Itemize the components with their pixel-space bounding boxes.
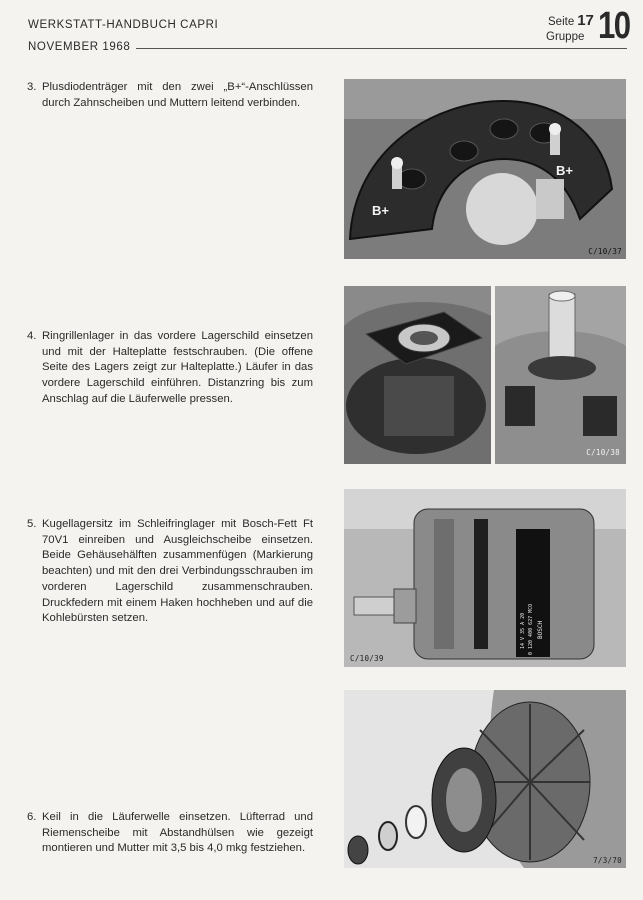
figure-rotor-shaft xyxy=(495,286,626,464)
step-4 xyxy=(27,329,313,408)
step-number: 3. xyxy=(27,81,37,93)
figure-pulley-assembly xyxy=(344,690,626,868)
step-text: Keil in die Läuferwelle einsetzen. Lüfterrad und Riemenscheibe mit Abstandhülsen wie gezeigt montieren und Mutter mit 3,5 bis 4,0 mkg festziehen. xyxy=(42,811,313,855)
plate-rating: 14 V 35 A 20 xyxy=(520,612,526,649)
step-number: 6. xyxy=(27,811,37,823)
alternator-photo xyxy=(344,489,626,667)
pulley-assembly-photo xyxy=(344,690,626,868)
group-number: 10 xyxy=(598,5,630,47)
page-value: 17 xyxy=(577,12,594,29)
manual-title: WERKSTATT-HANDBUCH CAPRI xyxy=(28,19,219,31)
bearing-plate-photo xyxy=(344,286,491,464)
page-number xyxy=(548,12,594,29)
step-number: 4. xyxy=(27,330,37,342)
figure-diode-carrier xyxy=(344,79,626,259)
diode-carrier-photo xyxy=(344,79,626,259)
figure-caption: C/10/38 xyxy=(586,448,620,457)
plate-brand: BOSCH xyxy=(537,620,544,639)
page-label: Seite xyxy=(548,16,575,28)
figure-assembled-alternator xyxy=(344,489,626,667)
step-3 xyxy=(27,80,313,111)
step-text: Plusdiodenträger mit den zwei „B+“-Anschlüssen durch Zahnscheiben und Muttern leitend verbinden. xyxy=(42,81,313,109)
issue-date: NOVEMBER 1968 xyxy=(28,41,131,53)
step-number: 5. xyxy=(27,518,37,530)
rotor-shaft-photo xyxy=(495,286,626,464)
step-text: Ringrillenlager in das vordere Lagerschild einsetzen und mit der Halteplatte festschrauben. (Die offene Seite des Lagers zeigt zur Halteplatte.) Läufer in das vordere Lagerschild einführen. Distanzring bis zum Anschlag auf die Läuferwelle pressen. xyxy=(42,330,313,405)
figure-caption: 7/3/70 xyxy=(593,856,622,865)
step-5 xyxy=(27,517,313,627)
figure-caption: C/10/39 xyxy=(350,654,384,663)
b-plus-label-left: B+ xyxy=(372,203,389,218)
header-rule xyxy=(136,48,627,49)
group-label: Gruppe xyxy=(546,31,585,43)
b-plus-label-right: B+ xyxy=(556,163,573,178)
step-text: Kugellagersitz im Schleifringlager mit Bosch-Fett Ft 70V1 einreiben und Ausgleichscheibe einsetzen. Beide Gehäusehälften zusammenfügen (Markierung beachten) und mit den drei Verbindungsschrauben im vorderen Lagerschild zusammenschrauben. Druckfedern mit einem Haken hochheben und auf die Kohlebürsten setzen. xyxy=(42,518,313,625)
plate-part-number: 0 120 400 627 MCO xyxy=(528,603,534,655)
figure-caption: C/10/37 xyxy=(588,247,622,256)
figure-bearing-plate xyxy=(344,286,491,464)
step-6 xyxy=(27,810,313,857)
